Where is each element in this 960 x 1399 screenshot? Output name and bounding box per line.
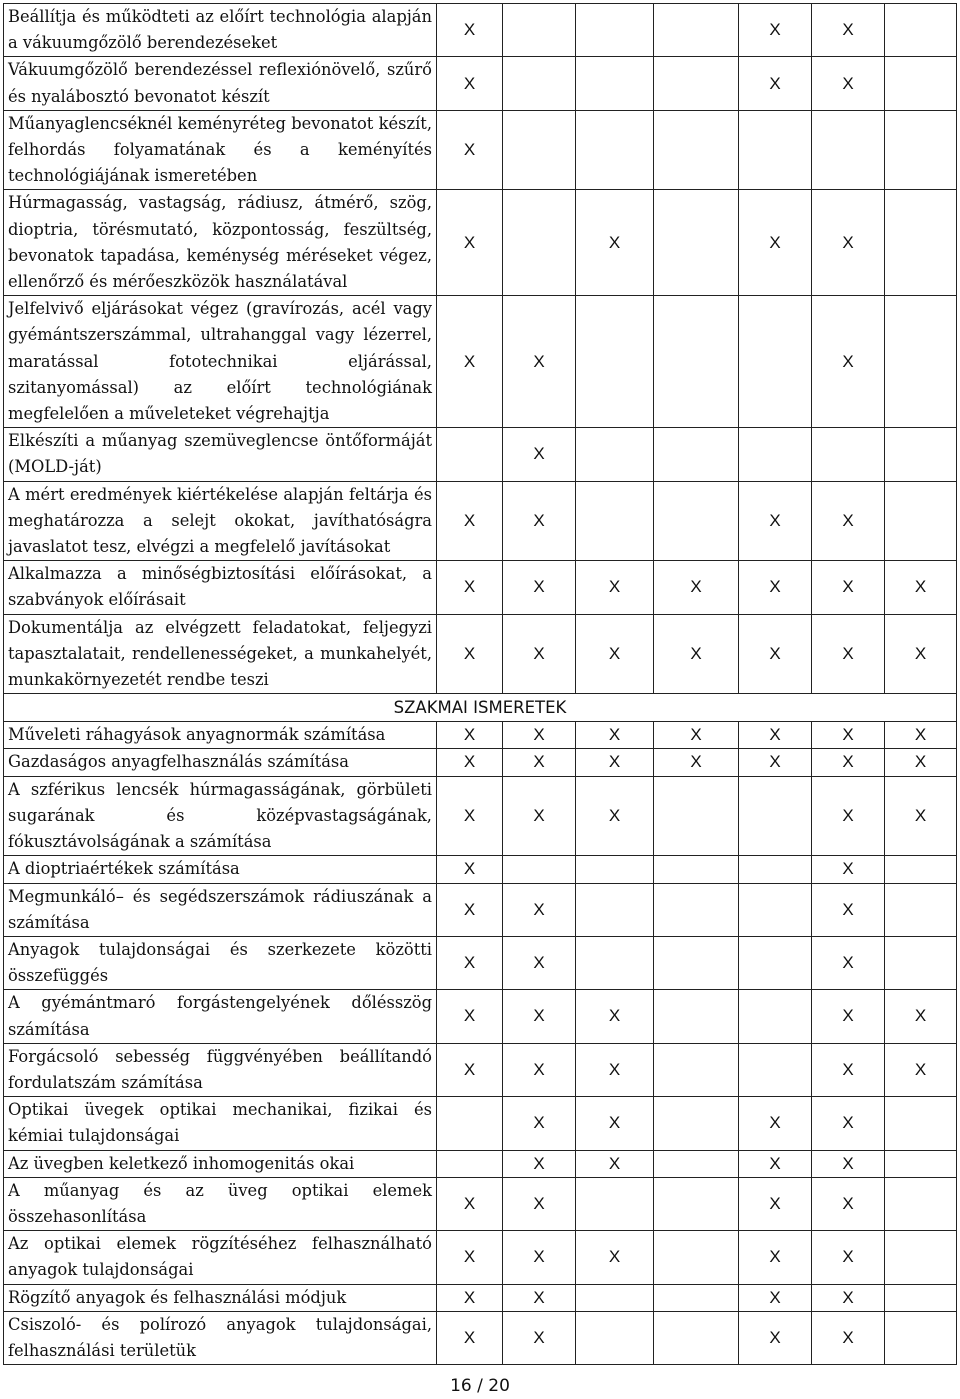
mark-cell (885, 190, 957, 296)
mark-cell (503, 4, 576, 57)
mark-cell: X (576, 722, 654, 749)
knowledge-section (4, 722, 957, 1365)
mark-cell (654, 57, 739, 110)
row-description: Az üvegben keletkező inhomogenitás okai (4, 1150, 437, 1177)
table-row (4, 561, 957, 614)
mark-cell: X (739, 1231, 812, 1284)
row-description: Optikai üvegek optikai mechanikai, fizikai és kémiai tulajdonságai (4, 1097, 437, 1150)
mark-cell: X (654, 561, 739, 614)
row-description: Elkészíti a műanyag szemüveglencse öntőformáját (MOLD-ját) (4, 428, 437, 481)
mark-cell: X (503, 614, 576, 694)
mark-cell: X (739, 1177, 812, 1230)
mark-cell: X (885, 561, 957, 614)
mark-cell (576, 1284, 654, 1311)
mark-cell: X (437, 990, 503, 1043)
mark-cell (654, 936, 739, 989)
mark-cell: X (739, 749, 812, 776)
mark-cell (654, 883, 739, 936)
row-description: Megmunkáló– és segédszerszámok rádiuszának a számítása (4, 883, 437, 936)
mark-cell (576, 1311, 654, 1364)
mark-cell: X (503, 1043, 576, 1096)
row-description: Anyagok tulajdonságai és szerkezete közötti összefüggés (4, 936, 437, 989)
mark-cell: X (739, 190, 812, 296)
mark-cell: X (885, 1043, 957, 1096)
mark-cell: X (812, 190, 885, 296)
mark-cell: X (654, 749, 739, 776)
mark-cell (885, 856, 957, 883)
mark-cell: X (812, 296, 885, 428)
row-description: A szférikus lencsék húrmagasságának, görbületi sugarának és középvastagságának, fókusztávolságának a számítása (4, 776, 437, 856)
mark-cell: X (437, 749, 503, 776)
table-row (4, 1097, 957, 1150)
mark-cell: X (503, 936, 576, 989)
mark-cell (885, 481, 957, 561)
mark-cell (576, 936, 654, 989)
mark-cell (885, 4, 957, 57)
mark-cell: X (739, 57, 812, 110)
mark-cell (437, 428, 503, 481)
mark-cell (576, 883, 654, 936)
mark-cell: X (812, 856, 885, 883)
mark-cell (885, 883, 957, 936)
mark-cell (654, 110, 739, 190)
mark-cell (576, 856, 654, 883)
mark-cell (654, 1177, 739, 1230)
competency-table (3, 3, 957, 1365)
mark-cell (576, 4, 654, 57)
mark-cell: X (576, 1231, 654, 1284)
mark-cell (654, 1311, 739, 1364)
mark-cell (654, 4, 739, 57)
mark-cell: X (812, 1097, 885, 1150)
mark-cell: X (812, 1231, 885, 1284)
mark-cell (885, 428, 957, 481)
table-row (4, 428, 957, 481)
mark-cell: X (503, 722, 576, 749)
section-title: SZAKMAI ISMERETEK (4, 694, 957, 722)
table-row (4, 990, 957, 1043)
mark-cell: X (739, 722, 812, 749)
mark-cell (437, 1150, 503, 1177)
mark-cell (437, 1097, 503, 1150)
mark-cell: X (503, 428, 576, 481)
table-row (4, 1177, 957, 1230)
mark-cell: X (812, 936, 885, 989)
mark-cell (654, 296, 739, 428)
mark-cell: X (812, 4, 885, 57)
mark-cell: X (437, 4, 503, 57)
mark-cell: X (739, 1284, 812, 1311)
mark-cell: X (503, 1231, 576, 1284)
mark-cell (885, 57, 957, 110)
mark-cell: X (739, 4, 812, 57)
mark-cell: X (739, 561, 812, 614)
table-row (4, 4, 957, 57)
row-description: Az optikai elemek rögzítéséhez felhasználható anyagok tulajdonságai (4, 1231, 437, 1284)
mark-cell: X (576, 614, 654, 694)
mark-cell (576, 1177, 654, 1230)
mark-cell: X (437, 110, 503, 190)
mark-cell (576, 57, 654, 110)
mark-cell: X (885, 776, 957, 856)
mark-cell: X (812, 614, 885, 694)
row-description: Rögzítő anyagok és felhasználási módjuk (4, 1284, 437, 1311)
mark-cell: X (503, 561, 576, 614)
table-row (4, 1043, 957, 1096)
mark-cell (885, 1311, 957, 1364)
mark-cell (812, 428, 885, 481)
tasks-section (4, 4, 957, 694)
mark-cell: X (503, 990, 576, 1043)
mark-cell (885, 936, 957, 989)
mark-cell (885, 1097, 957, 1150)
mark-cell: X (437, 296, 503, 428)
mark-cell: X (885, 722, 957, 749)
section-header-group (4, 694, 957, 722)
mark-cell (503, 110, 576, 190)
mark-cell: X (885, 614, 957, 694)
row-description: Dokumentálja az elvégzett feladatokat, feljegyzi tapasztalatait, rendellenességeket, a munkahelyét, munkakörnyezetét rendbe teszi (4, 614, 437, 694)
mark-cell: X (812, 749, 885, 776)
mark-cell: X (885, 990, 957, 1043)
mark-cell (739, 110, 812, 190)
table-row (4, 1231, 957, 1284)
mark-cell: X (739, 1150, 812, 1177)
mark-cell (739, 990, 812, 1043)
mark-cell (739, 776, 812, 856)
table-row (4, 883, 957, 936)
mark-cell: X (503, 749, 576, 776)
table-row (4, 1150, 957, 1177)
mark-cell (739, 856, 812, 883)
mark-cell: X (654, 722, 739, 749)
table-row (4, 110, 957, 190)
page-number: 16 / 20 (450, 1376, 510, 1396)
row-description: A mért eredmények kiértékelése alapján feltárja és meghatározza a selejt okokat, javíthatóságra javaslatot tesz, elvégzi a megfelelő javításokat (4, 481, 437, 561)
mark-cell: X (812, 57, 885, 110)
row-description: A dioptriaértékek számítása (4, 856, 437, 883)
table-row (4, 57, 957, 110)
mark-cell (885, 1177, 957, 1230)
table-row (4, 776, 957, 856)
mark-cell (576, 481, 654, 561)
row-description: Műanyaglencséknél keményréteg bevonatot készít, felhordás folyamatának és a keményítés technológiájának ismeretében (4, 110, 437, 190)
mark-cell: X (576, 561, 654, 614)
mark-cell (654, 856, 739, 883)
mark-cell: X (812, 1311, 885, 1364)
mark-cell: X (576, 990, 654, 1043)
row-description: A műanyag és az üveg optikai elemek összehasonlítása (4, 1177, 437, 1230)
mark-cell: X (576, 1043, 654, 1096)
mark-cell (739, 936, 812, 989)
mark-cell (654, 428, 739, 481)
mark-cell: X (503, 1311, 576, 1364)
mark-cell: X (437, 57, 503, 110)
mark-cell: X (576, 1097, 654, 1150)
mark-cell: X (437, 856, 503, 883)
mark-cell: X (654, 614, 739, 694)
mark-cell: X (812, 481, 885, 561)
mark-cell (885, 110, 957, 190)
mark-cell: X (812, 990, 885, 1043)
mark-cell (739, 296, 812, 428)
mark-cell: X (812, 1284, 885, 1311)
mark-cell: X (437, 481, 503, 561)
table-row (4, 190, 957, 296)
mark-cell (812, 110, 885, 190)
mark-cell (885, 296, 957, 428)
row-description: Jelfelvivő eljárásokat végez (gravírozás, acél vagy gyémántszerszámmal, ultrahanggal vagy lézerrel, maratással fototechnikai eljárással, szitanyomással) az előírt technológiának megfelelően a műveleteket végrehajtja (4, 296, 437, 428)
mark-cell (654, 481, 739, 561)
table-row (4, 481, 957, 561)
table-row (4, 614, 957, 694)
mark-cell: X (503, 481, 576, 561)
row-description: Vákuumgőzölő berendezéssel reflexiónövelő, szűrő és nyalábosztó bevonatot készít (4, 57, 437, 110)
mark-cell (885, 1284, 957, 1311)
mark-cell: X (503, 1284, 576, 1311)
mark-cell: X (739, 614, 812, 694)
mark-cell: X (739, 481, 812, 561)
mark-cell: X (437, 1043, 503, 1096)
mark-cell: X (576, 190, 654, 296)
mark-cell: X (576, 1150, 654, 1177)
mark-cell: X (812, 776, 885, 856)
mark-cell (503, 57, 576, 110)
section-header-row (4, 694, 957, 722)
row-description: Csiszoló- és polírozó anyagok tulajdonságai, felhasználási területük (4, 1311, 437, 1364)
table-row (4, 722, 957, 749)
mark-cell (739, 1043, 812, 1096)
mark-cell (654, 1097, 739, 1150)
mark-cell: X (739, 1097, 812, 1150)
row-description: Forgácsoló sebesség függvényében beállítandó fordulatszám számítása (4, 1043, 437, 1096)
mark-cell: X (812, 883, 885, 936)
mark-cell: X (503, 296, 576, 428)
mark-cell: X (437, 1177, 503, 1230)
mark-cell (576, 296, 654, 428)
mark-cell: X (503, 1150, 576, 1177)
mark-cell: X (812, 1043, 885, 1096)
mark-cell (503, 856, 576, 883)
mark-cell (576, 110, 654, 190)
mark-cell: X (437, 776, 503, 856)
mark-cell (654, 1150, 739, 1177)
row-description: Beállítja és működteti az előírt technológia alapján a vákuumgőzölő berendezéseket (4, 4, 437, 57)
table-row (4, 296, 957, 428)
table-row (4, 856, 957, 883)
mark-cell: X (812, 1150, 885, 1177)
mark-cell: X (437, 614, 503, 694)
row-description: Alkalmazza a minőségbiztosítási előírásokat, a szabványok előírásait (4, 561, 437, 614)
table-row (4, 936, 957, 989)
row-description: Gazdaságos anyagfelhasználás számítása (4, 749, 437, 776)
mark-cell (654, 1043, 739, 1096)
mark-cell: X (437, 936, 503, 989)
mark-cell (503, 190, 576, 296)
mark-cell: X (503, 883, 576, 936)
mark-cell (654, 1231, 739, 1284)
mark-cell: X (812, 722, 885, 749)
mark-cell: X (812, 561, 885, 614)
mark-cell: X (885, 749, 957, 776)
mark-cell (654, 190, 739, 296)
mark-cell (654, 990, 739, 1043)
mark-cell: X (576, 749, 654, 776)
mark-cell: X (503, 1177, 576, 1230)
mark-cell: X (437, 722, 503, 749)
row-description: A gyémántmaró forgástengelyének dőlésszög számítása (4, 990, 437, 1043)
mark-cell (885, 1231, 957, 1284)
mark-cell: X (576, 776, 654, 856)
mark-cell (654, 776, 739, 856)
mark-cell: X (437, 1284, 503, 1311)
mark-cell: X (437, 883, 503, 936)
table-row (4, 1284, 957, 1311)
mark-cell (885, 1150, 957, 1177)
mark-cell: X (437, 561, 503, 614)
mark-cell: X (503, 1097, 576, 1150)
table-row (4, 1311, 957, 1364)
mark-cell: X (437, 1231, 503, 1284)
mark-cell (654, 1284, 739, 1311)
mark-cell: X (503, 776, 576, 856)
mark-cell (576, 428, 654, 481)
mark-cell (739, 428, 812, 481)
mark-cell: X (437, 190, 503, 296)
row-description: Műveleti ráhagyások anyagnormák számítása (4, 722, 437, 749)
mark-cell: X (812, 1177, 885, 1230)
row-description: Húrmagasság, vastagság, rádiusz, átmérő, szög, dioptria, törésmutató, központosság, feszültség, bevonatok tapadása, keménység méréseket végez, ellenőrző és mérőeszközök használatával (4, 190, 437, 296)
mark-cell (739, 883, 812, 936)
mark-cell: X (739, 1311, 812, 1364)
mark-cell: X (437, 1311, 503, 1364)
table-row (4, 749, 957, 776)
